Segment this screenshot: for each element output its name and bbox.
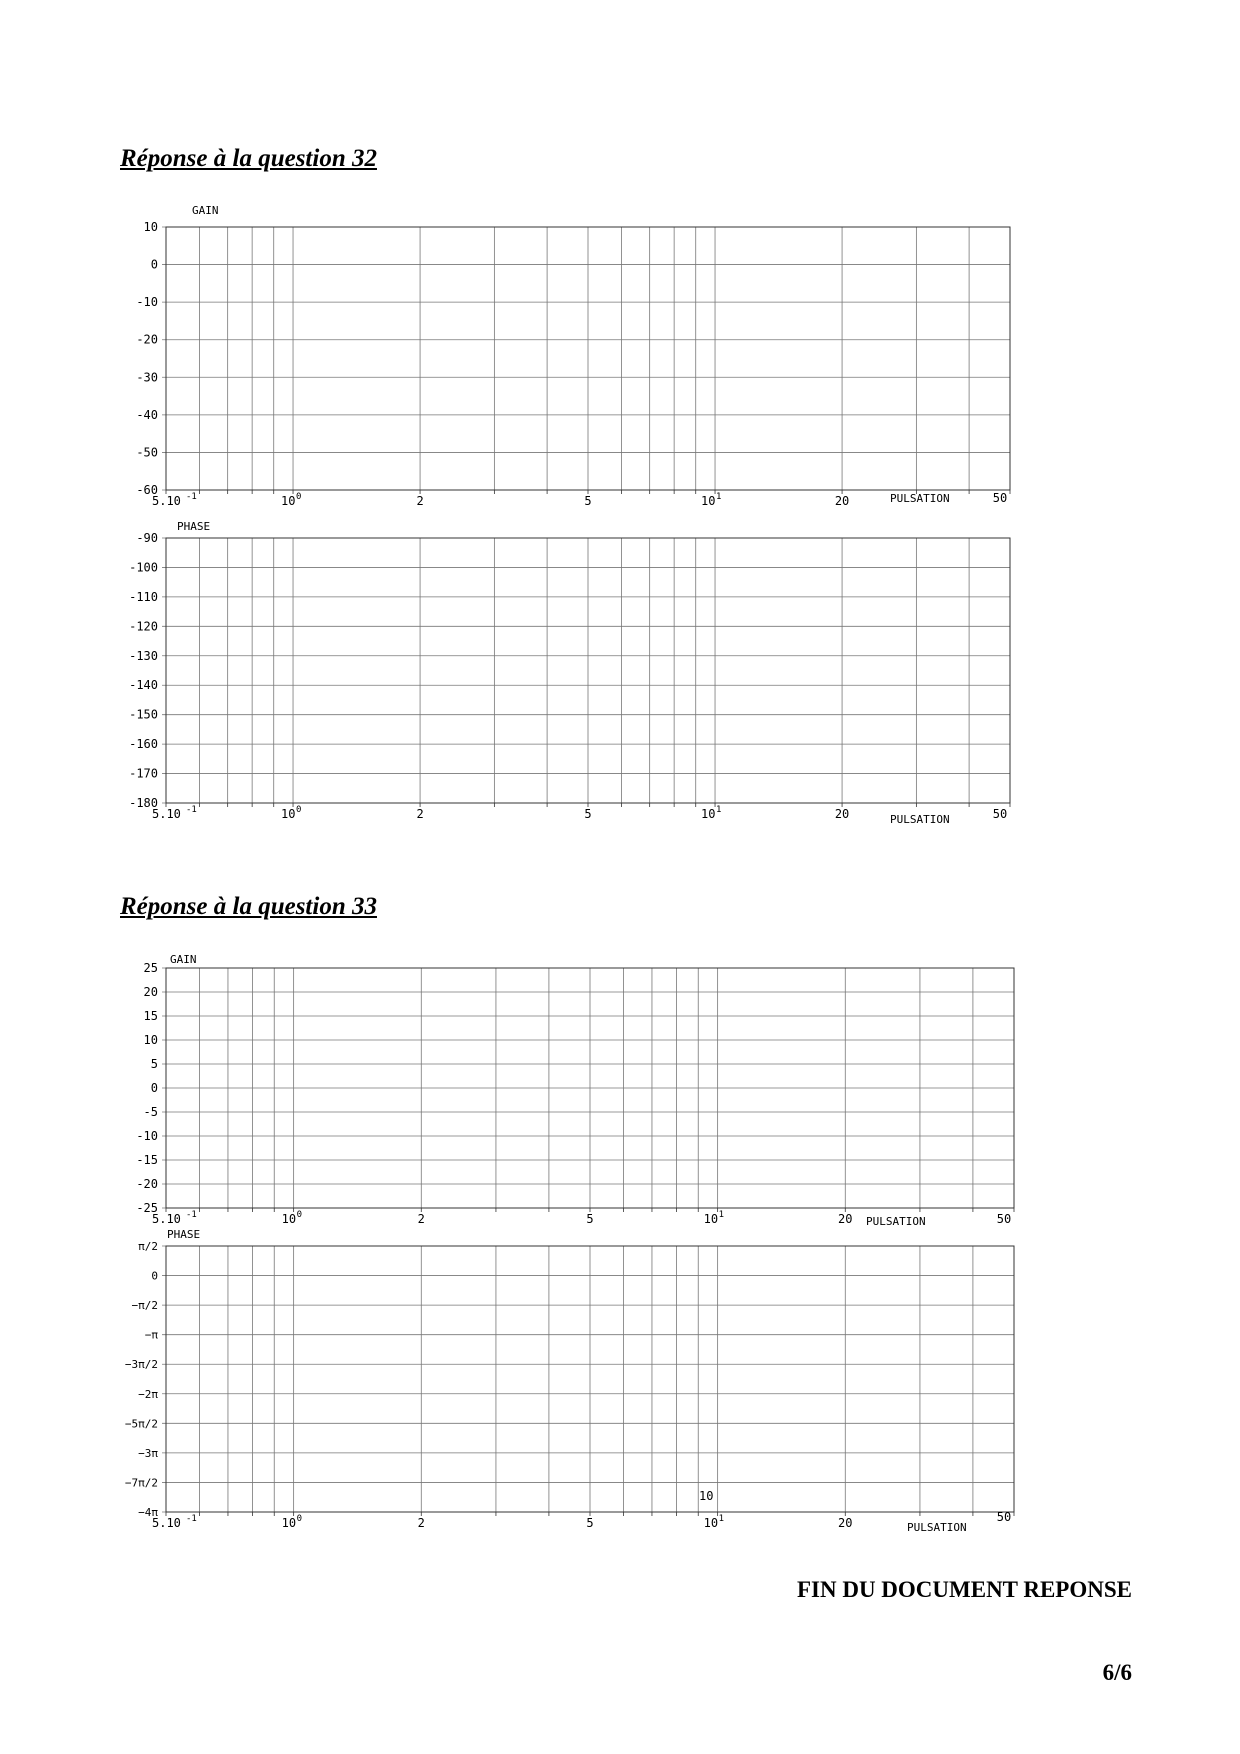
x-tick-label-start-exp: -1	[186, 805, 197, 815]
y-tick-label: 0	[151, 1269, 158, 1283]
x-tick-label-decade0-exp: 0	[296, 1210, 303, 1220]
y-tick-label: -90	[136, 531, 158, 545]
y-tick-label: −5π/2	[124, 1417, 158, 1431]
question-33-heading: Réponse à la question 33	[120, 893, 377, 920]
q32-gain-plot	[136, 204, 1010, 508]
x-tick-label-20: 20	[834, 807, 850, 821]
y-tick-label: -120	[129, 619, 158, 634]
y-tick-label: -5	[143, 1105, 158, 1119]
x-tick-label-start-exp: -1	[186, 1514, 197, 1524]
q33-gain-plot	[136, 953, 1014, 1228]
y-tick-label: 0	[150, 257, 158, 272]
y-tick-label: -15	[136, 1153, 158, 1167]
y-tick-label: -160	[129, 737, 158, 752]
x-tick-label-50: 50	[992, 807, 1008, 821]
y-tick-label: 20	[143, 985, 158, 999]
x-axis-label: PULSATION	[866, 1215, 926, 1228]
question-32-heading: Réponse à la question 32	[120, 145, 377, 172]
y-tick-label: -130	[129, 648, 158, 663]
phase-annotation-10: 10	[699, 1489, 714, 1503]
y-tick-label: 5	[150, 1057, 158, 1071]
x-tick-label-5: 5	[586, 1516, 594, 1530]
x-tick-label-50: 50	[996, 1212, 1012, 1226]
y-tick-label: 25	[143, 961, 158, 975]
plot-title: PHASE	[167, 1228, 201, 1241]
x-tick-label-decade0-exp: 0	[296, 1514, 303, 1524]
y-tick-label: −3π	[138, 1446, 158, 1460]
x-tick-label-5: 5	[584, 494, 592, 508]
y-tick-label: −4π	[138, 1506, 158, 1519]
x-axis-label: PULSATION	[907, 1521, 967, 1534]
x-tick-label-start: 5.10	[152, 494, 181, 508]
x-tick-label-decade1-exp: 1	[716, 805, 722, 815]
x-tick-label-decade1-exp: 1	[718, 1514, 725, 1524]
y-tick-label: -150	[129, 707, 158, 722]
y-tick-label: -140	[129, 678, 158, 693]
x-tick-label-decade0: 10	[281, 1212, 297, 1226]
x-tick-label-2: 2	[416, 494, 424, 508]
x-tick-label-5: 5	[584, 807, 592, 821]
y-tick-label: π/2	[138, 1240, 158, 1253]
x-tick-label-decade0: 10	[281, 1516, 297, 1530]
y-tick-label: 15	[143, 1009, 158, 1023]
x-axis-label: PULSATION	[890, 492, 950, 505]
x-axis-label: PULSATION	[890, 813, 950, 826]
y-tick-label: -25	[136, 1201, 158, 1215]
q32-phase-plot	[129, 520, 1010, 826]
x-tick-label-decade1-exp: 1	[716, 492, 722, 502]
y-tick-label: -40	[136, 407, 158, 422]
plot-title: PHASE	[177, 520, 211, 533]
y-tick-label: 0	[150, 1081, 158, 1095]
x-tick-label-decade1: 10	[701, 807, 716, 821]
x-tick-label-20: 20	[838, 1516, 853, 1530]
plot-title: GAIN	[170, 953, 197, 966]
y-tick-label: -10	[136, 295, 158, 310]
q33-phase-plot	[125, 1228, 1014, 1534]
x-tick-label-start: 5.10	[152, 1516, 181, 1530]
y-tick-label: -50	[136, 445, 158, 460]
page-number: 6/6	[1102, 1660, 1132, 1685]
y-tick-label: -30	[136, 370, 158, 385]
x-tick-label-5: 5	[586, 1212, 594, 1226]
x-tick-label-start-exp: -1	[186, 1210, 197, 1220]
x-tick-label-decade1: 10	[703, 1212, 719, 1226]
x-tick-label-50: 50	[996, 1510, 1012, 1524]
x-tick-label-start-exp: -1	[186, 492, 197, 502]
y-tick-label: -10	[136, 1129, 158, 1143]
y-tick-label: 10	[143, 220, 158, 234]
y-tick-label: -180	[129, 796, 158, 810]
x-tick-label-2: 2	[416, 807, 424, 821]
x-tick-label-start: 5.10	[152, 807, 181, 821]
x-tick-label-50: 50	[992, 491, 1008, 505]
y-tick-label: -20	[136, 1177, 158, 1191]
x-tick-label-decade1: 10	[703, 1516, 719, 1530]
x-tick-label-decade1-exp: 1	[718, 1210, 725, 1220]
x-tick-label-start: 5.10	[152, 1212, 181, 1226]
y-tick-label: −2π	[138, 1387, 158, 1401]
y-tick-label: -100	[129, 560, 158, 575]
x-tick-label-2: 2	[417, 1212, 425, 1226]
x-tick-label-decade0: 10	[281, 494, 296, 508]
y-tick-label: -110	[129, 589, 158, 604]
y-tick-label: 10	[143, 1033, 158, 1047]
y-tick-label: -170	[129, 766, 158, 781]
y-tick-label: −3π/2	[124, 1358, 158, 1372]
x-tick-label-decade0-exp: 0	[296, 492, 302, 502]
y-tick-label: −7π/2	[124, 1476, 158, 1490]
x-tick-label-decade0: 10	[281, 807, 296, 821]
y-tick-label: −π/2	[131, 1299, 158, 1313]
end-of-document-text: FIN DU DOCUMENT REPONSE	[796, 1577, 1132, 1602]
x-tick-label-20: 20	[838, 1212, 853, 1226]
x-tick-label-20: 20	[834, 494, 850, 508]
x-tick-label-decade1: 10	[701, 494, 716, 508]
y-tick-label: -60	[136, 483, 158, 497]
x-tick-label-decade0-exp: 0	[296, 805, 302, 815]
y-tick-label: -20	[136, 332, 158, 347]
y-tick-label: −π	[144, 1328, 158, 1342]
x-tick-label-2: 2	[417, 1516, 425, 1530]
plot-title: GAIN	[192, 204, 219, 217]
